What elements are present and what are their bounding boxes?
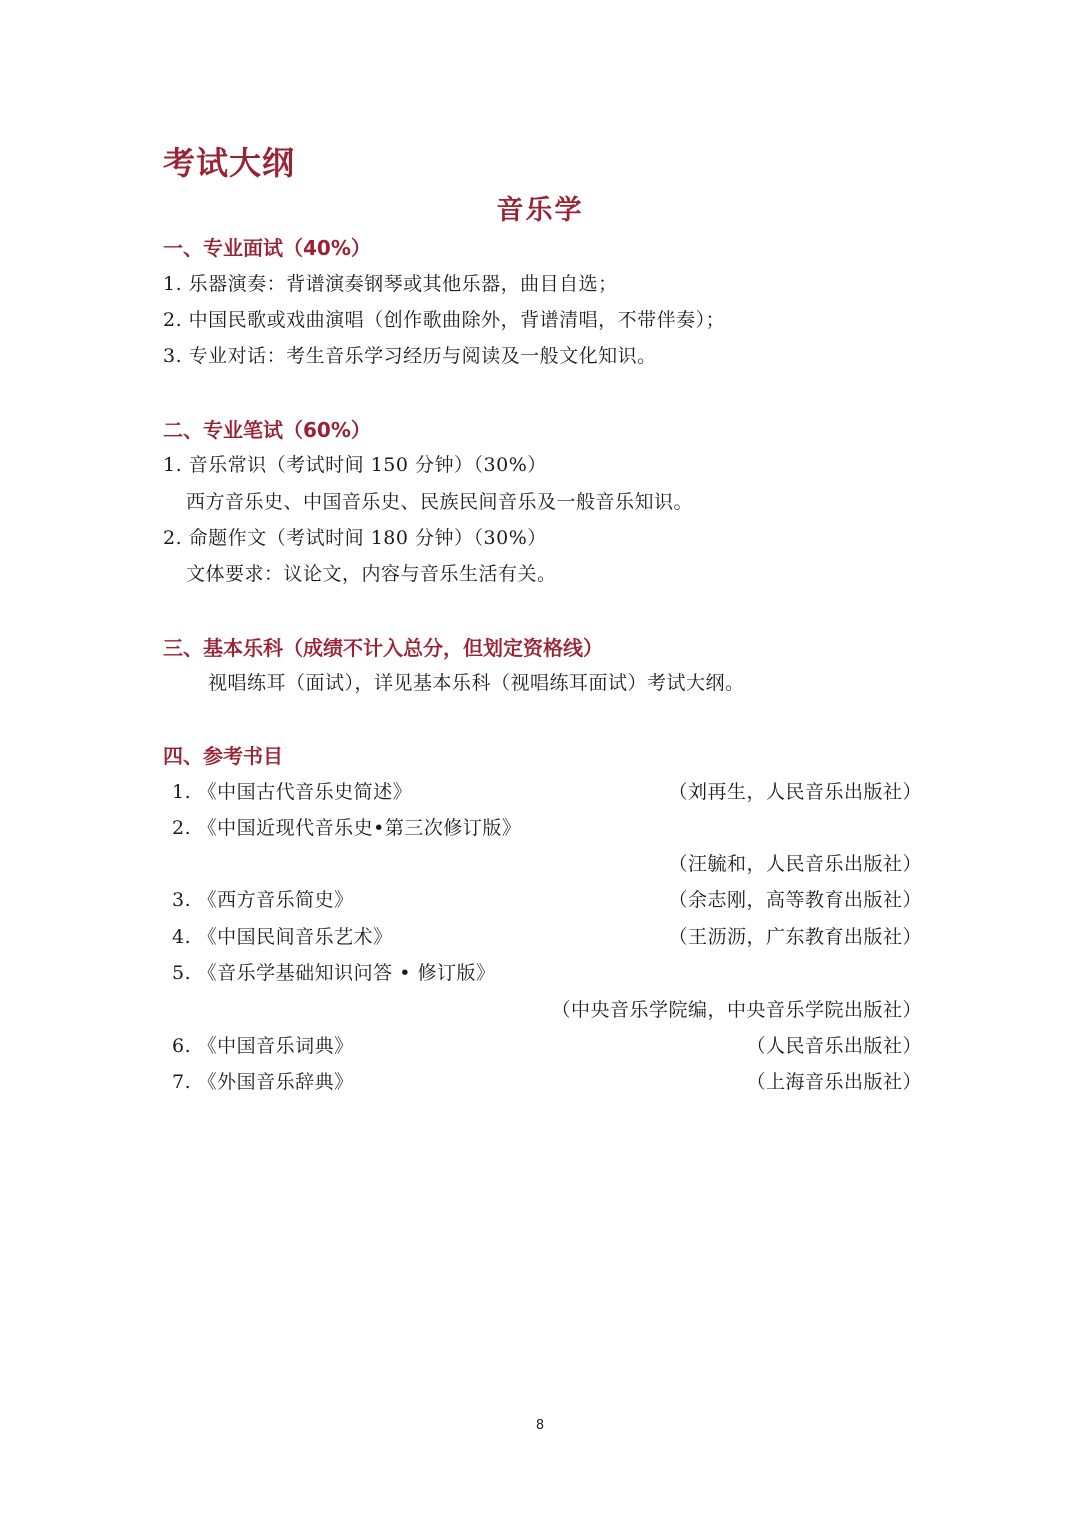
reference-publisher-3: （余志刚，高等教育出版社） [668,889,922,911]
interview-item-1: 1. 乐器演奏：背谱演奏钢琴或其他乐器，曲目自选； [163,273,618,295]
reference-publisher-5: （中央音乐学院编，中央音乐学院出版社） [551,999,922,1021]
section-heading-basic: 三、基本乐科（成绩不计入总分，但划定资格线） [163,636,603,660]
section-heading-interview: 一、专业面试（40%） [163,236,371,260]
written-item-1-detail: 西方音乐史、中国音乐史、民族民间音乐及一般音乐知识。 [186,491,694,513]
written-item-1: 1. 音乐常识（考试时间 150 分钟）（30%） [163,454,547,476]
reference-title-2: 2. 《中国近现代音乐史•第三次修订版》 [172,817,522,839]
written-item-2-detail: 文体要求：议论文，内容与音乐生活有关。 [186,563,557,585]
reference-title-5: 5. 《音乐学基础知识问答 • 修订版》 [172,962,496,984]
subject-title: 音乐学 [496,195,584,226]
reference-publisher-2: （汪毓和，人民音乐出版社） [668,853,922,875]
basic-detail: 视唱练耳（面试），详见基本乐科（视唱练耳面试）考试大纲。 [208,672,745,694]
document-title: 考试大纲 [163,144,296,182]
reference-title-7: 7. 《外国音乐辞典》 [172,1071,354,1093]
reference-title-3: 3. 《西方音乐简史》 [172,889,354,911]
interview-item-3: 3. 专业对话：考生音乐学习经历与阅读及一般文化知识。 [163,345,657,367]
reference-title-4: 4. 《中国民间音乐艺术》 [172,926,393,948]
interview-item-2: 2. 中国民歌或戏曲演唱（创作歌曲除外，背谱清唱，不带伴奏）； [163,309,726,331]
reference-publisher-7: （上海音乐出版社） [746,1071,922,1093]
reference-title-1: 1. 《中国古代音乐史简述》 [172,781,413,803]
reference-title-6: 6. 《中国音乐词典》 [172,1035,354,1057]
reference-publisher-4: （王沥沥，广东教育出版社） [668,926,922,948]
section-heading-written: 二、专业笔试（60%） [163,418,371,442]
section-heading-references: 四、参考书目 [163,744,283,768]
reference-publisher-6: （人民音乐出版社） [746,1035,922,1057]
written-item-2: 2. 命题作文（考试时间 180 分钟）（30%） [163,527,547,549]
reference-publisher-1: （刘再生，人民音乐出版社） [668,781,922,803]
page-number: 8 [535,1418,545,1433]
